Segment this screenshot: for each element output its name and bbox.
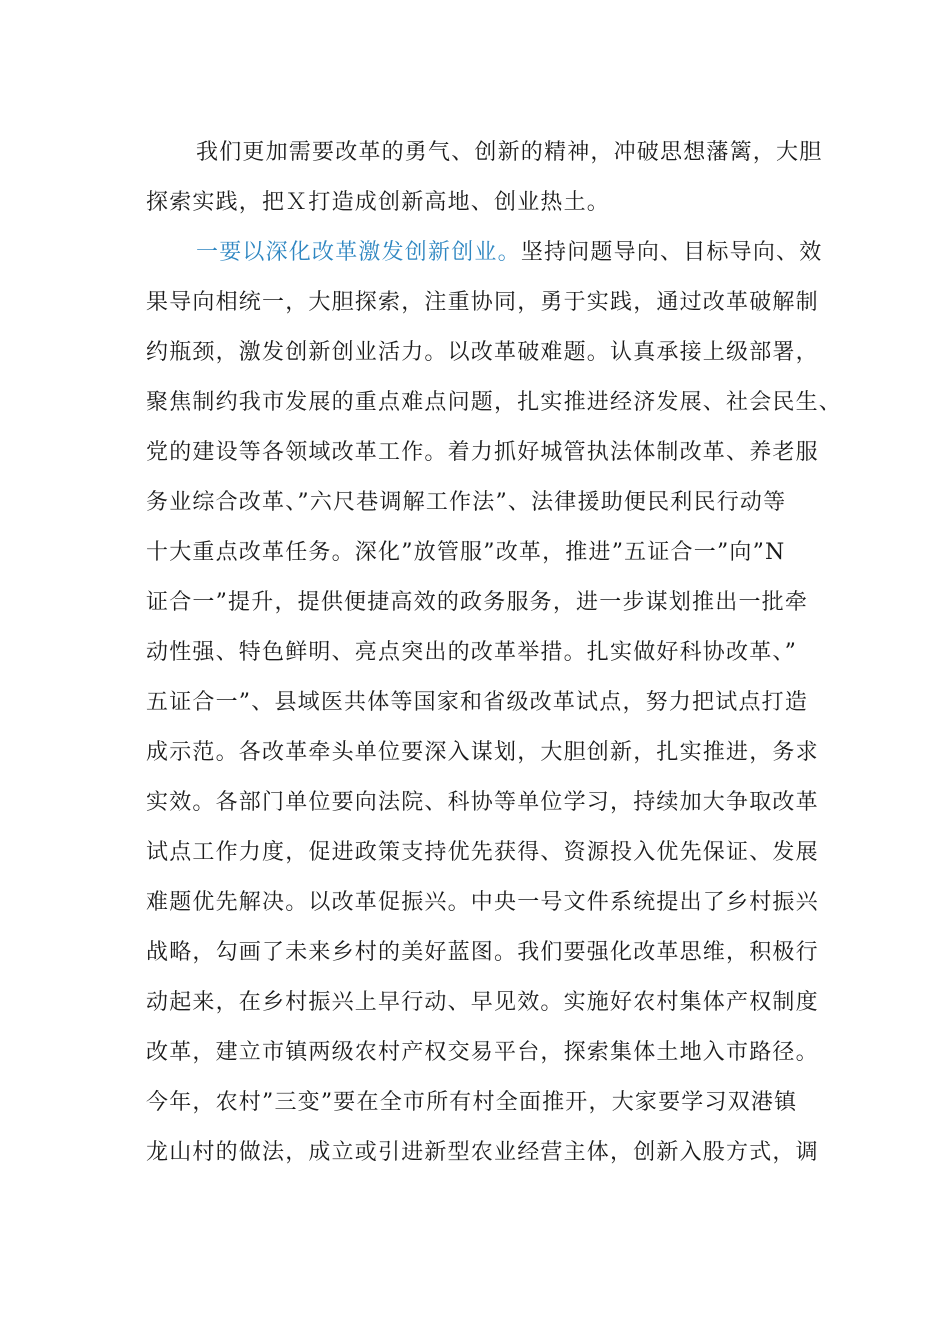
text-line: 今年，农村”三变”要在全市所有村全面推开，大家要学习双港镇 <box>146 1090 798 1115</box>
text-line: 龙山村的做法，成立或引进新型农业经营主体，创新入股方式，调 <box>146 1140 819 1165</box>
text-line: 聚焦制约我市发展的重点难点问题，扎实推进经济发展、社会民生、 <box>146 390 843 415</box>
text-line: 十大重点改革任务。深化”放管服”改革，推进”五证合一”向”N <box>146 540 786 565</box>
text-line: 成示范。各改革牵头单位要深入谋划，大胆创新，扎实推进，务求 <box>146 740 819 765</box>
text-line: 实效。各部门单位要向法院、科协等单位学习，持续加大争取改革 <box>146 790 819 815</box>
text-line: 试点工作力度，促进政策支持优先获得、资源投入优先保证、发展 <box>146 840 819 865</box>
text-line: 战略，勾画了未来乡村的美好蓝图。我们要强化改革思维，积极行 <box>146 940 819 965</box>
paragraph-intro <box>146 128 823 228</box>
text-line: 改革，建立市镇两级农村产权交易平台，探索集体土地入市路径。 <box>146 1040 819 1065</box>
text-line: 难题优先解决。以改革促振兴。中央一号文件系统提出了乡村振兴 <box>146 890 819 915</box>
text-line: 我们更加需要改革的勇气、创新的精神，冲破思想藩篱，大胆 <box>196 140 823 165</box>
paragraph-reform <box>146 228 843 1178</box>
text-line: 务业综合改革、”六尺巷调解工作法”、法律援助便民利民行动等 <box>146 490 787 515</box>
text-line: 果导向相统一，大胆探索，注重协同，勇于实践，通过改革破解制 <box>146 290 819 315</box>
text-line: 探索实践，把Ｘ打造成创新高地、创业热土。 <box>146 190 611 215</box>
section-heading: 一要以深化改革激发创新创业。 <box>196 240 521 265</box>
text-line <box>146 228 823 278</box>
text-line: 约瓶颈，激发创新创业活力。以改革破难题。认真承接上级部署， <box>146 340 819 365</box>
document-body <box>146 128 843 1178</box>
text-line: 证合一”提升，提供便捷高效的政务服务，进一步谋划推出一批牵 <box>146 590 809 615</box>
heading-line-rest: 坚持问题导向、目标导向、效 <box>520 240 823 265</box>
text-line: 动性强、特色鲜明、亮点突出的改革举措。扎实做好科协改革、” <box>146 640 798 665</box>
text-line: 动起来，在乡村振兴上早行动、早见效。实施好农村集体产权制度 <box>146 990 819 1015</box>
text-line: 五证合一”、县域医共体等国家和省级改革试点，努力把试点打造 <box>146 690 809 715</box>
text-line: 党的建设等各领域改革工作。着力抓好城管执法体制改革、养老服 <box>146 440 819 465</box>
